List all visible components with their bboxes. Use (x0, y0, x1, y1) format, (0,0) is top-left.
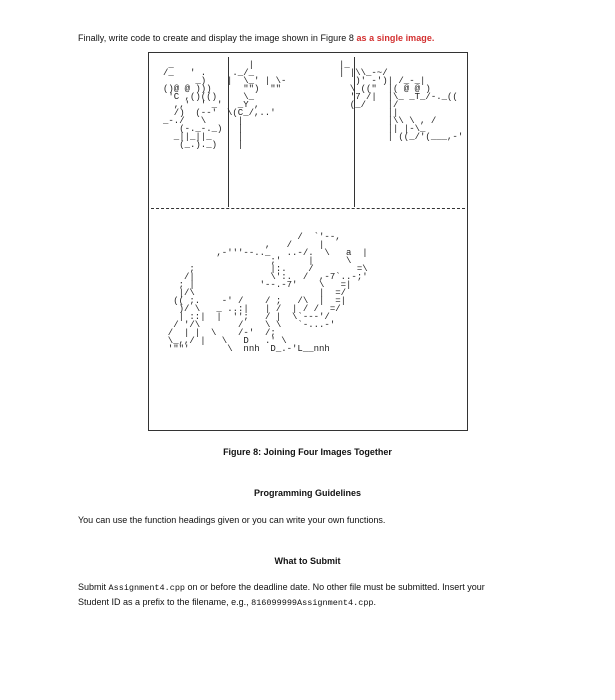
submission-instructions (78, 580, 548, 610)
intro-highlight: as a single image. (356, 33, 435, 43)
panel-divider-horizontal (151, 208, 465, 209)
assignment-filename: Assignment4.cpp (108, 583, 186, 593)
intro-text: Finally, write code to create and display the image shown in Figure 8 (78, 33, 357, 43)
ascii-art-top-left: _ /_ ' . _) ()@ @ ))) 'C ,()(() ,,' ' _' /) (--' _-./ \ (-._-._) _||_||_ (_.)._) (163, 60, 223, 150)
submit-line2-suffix: . (373, 597, 377, 607)
example-filename: 816099999Assignment4.cpp (251, 598, 374, 608)
submit-line2-prefix: Student ID as a prefix to the filename, e.g., (78, 597, 252, 607)
figure-caption: Figure 8: Joining Four Images Together (223, 447, 392, 457)
ascii-art-top-middle: | ._/_ | \_' | \- "") "" \_ _Y , \(C_/,..' | | | | (227, 60, 287, 150)
programming-guidelines-heading: Programming Guidelines (253, 488, 362, 498)
submit-line1-prefix: Submit (78, 582, 109, 592)
what-to-submit-heading: What to Submit (274, 556, 341, 566)
programming-guidelines-text: You can use the function headings given or you can write your own functions. (78, 515, 386, 525)
ascii-art-elephant: / `'--, , / | ,-'''--.._ ..-/. \ a | ;' | \ ; |:. / =\ /| \':. / ,-7`..-;' ; | '--.-7' \ =| |/\ | =/ (( ;. -' / / ; /\ | =| )/ \ _ ..:| | / | / / =/ | ::| | ''; / | \`---'/ / '/\ / \ \ `-...-' / | | \ /-' /; \_,,/ | \ D .' \ '""' \ nnh D_.-'L__nnh (167, 232, 368, 354)
figure-8-image (148, 52, 468, 431)
ascii-art-top-right: |_ | |\\_-~/ )' -')| /_-_| \ ((" |( @ @ ) '7 /| |\_ _T_/-._(( (_/ |/ || |\\ \ , / || |-\_ | ((_/'(___,-' (339, 60, 464, 142)
submit-line1-suffix: on or before the deadline date. No other file must be submitted. Insert your (185, 582, 485, 592)
intro-paragraph (78, 33, 434, 43)
